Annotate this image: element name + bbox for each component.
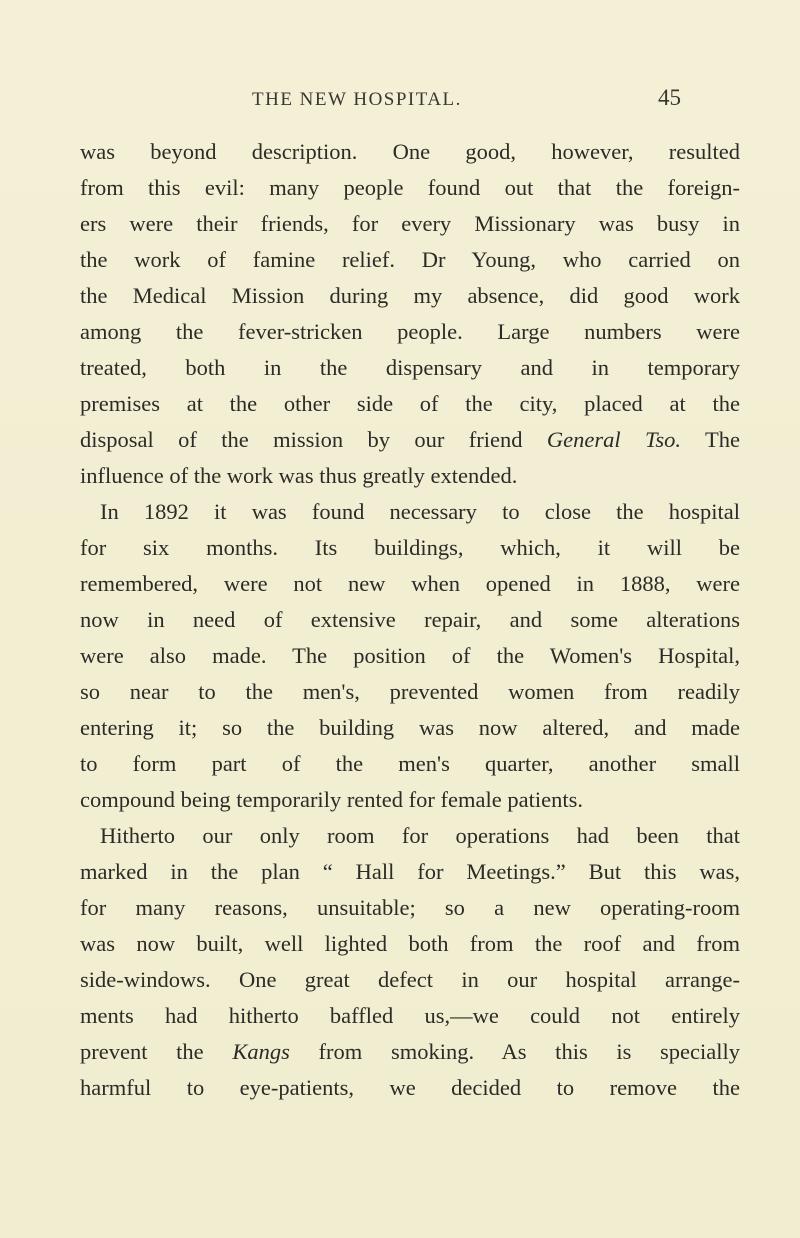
text-run: disposal of the mission by our friend bbox=[80, 427, 523, 452]
text-line: In 1892 it was found necessary to close the hospital bbox=[100, 499, 740, 524]
text-line bbox=[80, 422, 740, 458]
page-header bbox=[0, 85, 800, 119]
text-run: from smoking. As this is specially bbox=[318, 1039, 741, 1064]
text-line: influence of the work was thus greatly extended. bbox=[80, 463, 518, 488]
text-line: side-windows. One great defect in our hospital arrange- bbox=[80, 967, 740, 992]
text-line: harmful to eye-patients, we decided to remove the bbox=[80, 1075, 740, 1100]
text-line: ments had hitherto baffled us,—we could not entirely bbox=[80, 1003, 740, 1028]
text-run: The bbox=[705, 427, 741, 452]
text-line: now in need of extensive repair, and some alterations bbox=[80, 607, 740, 632]
italic-term: Kangs bbox=[232, 1039, 290, 1064]
text-line: marked in the plan “ Hall for Meetings.” But this was, bbox=[80, 859, 740, 884]
text-line: entering it; so the building was now altered, and made bbox=[80, 715, 740, 740]
text-line bbox=[80, 1034, 740, 1070]
text-line: for six months. Its buildings, which, it will be bbox=[80, 535, 740, 560]
text-line: was now built, well lighted both from the roof and from bbox=[80, 931, 740, 956]
text-line: was beyond description. One good, however, resulted bbox=[80, 139, 740, 164]
text-line: the work of famine relief. Dr Young, who carried on bbox=[80, 247, 740, 272]
running-head: THE NEW HOSPITAL. bbox=[252, 89, 462, 110]
text-line: for many reasons, unsuitable; so a new operating-room bbox=[80, 895, 740, 920]
text-line: so near to the men's, prevented women from readily bbox=[80, 679, 740, 704]
text-line: remembered, were not new when opened in 1888, were bbox=[80, 571, 740, 596]
page-number: 45 bbox=[658, 85, 681, 110]
text-run: prevent the bbox=[80, 1039, 204, 1064]
text-line: were also made. The position of the Women's Hospital, bbox=[80, 643, 740, 668]
text-line: the Medical Mission during my absence, did good work bbox=[80, 283, 740, 308]
text-line: Hitherto our only room for operations had been that bbox=[100, 823, 740, 848]
text-line: ers were their friends, for every Missionary was busy in bbox=[80, 211, 740, 236]
italic-name: General Tso. bbox=[546, 427, 682, 452]
text-line: compound being temporarily rented for female patients. bbox=[80, 787, 583, 812]
text-line: to form part of the men's quarter, another small bbox=[80, 751, 740, 776]
text-line: treated, both in the dispensary and in temporary bbox=[80, 355, 740, 380]
text-line: premises at the other side of the city, placed at the bbox=[80, 391, 740, 416]
text-line: among the fever-stricken people. Large numbers were bbox=[80, 319, 740, 344]
text-line: from this evil: many people found out that the foreign- bbox=[80, 175, 740, 200]
